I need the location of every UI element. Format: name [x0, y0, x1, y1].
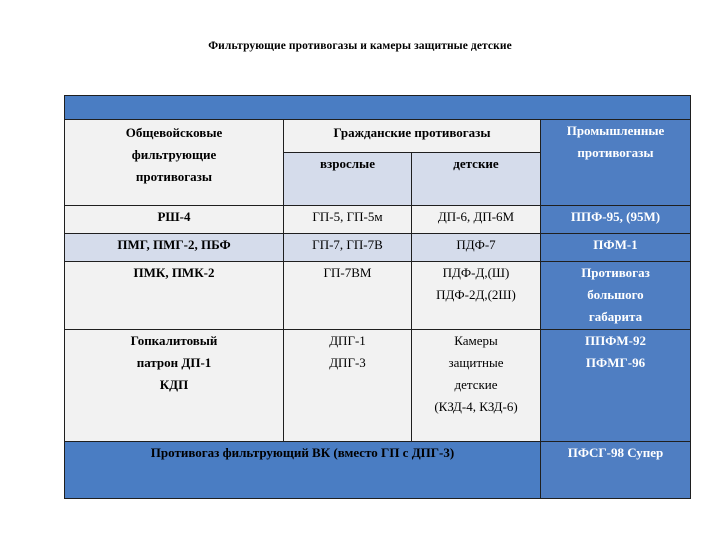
cell-industrial-line: Противогаз: [581, 265, 650, 280]
header-industrial-line: Промышленные: [566, 123, 665, 138]
cell-adult-line: ДПГ-1: [329, 333, 366, 348]
gas-mask-table: [64, 95, 691, 499]
cell-industrial: ППФ-95, (95М): [541, 206, 691, 234]
cell-child-line: защитные: [448, 355, 504, 370]
header-military: [65, 120, 284, 206]
top-band-cell: [65, 96, 691, 120]
cell-child-line: Камеры: [454, 333, 498, 348]
cell-child: ДП-6, ДП-6М: [412, 206, 541, 234]
cell-child-line: детские: [454, 377, 498, 392]
cell-military: ПМК, ПМК-2: [65, 262, 284, 330]
cell-adult: ГП-5, ГП-5м: [284, 206, 412, 234]
header-industrial: [541, 120, 691, 206]
header-adult: взрослые: [284, 153, 412, 206]
table-row: [65, 206, 691, 234]
cell-industrial: ПФМ-1: [541, 234, 691, 262]
cell-industrial: [541, 262, 691, 330]
cell-military-line: КДП: [159, 377, 189, 392]
header-industrial-line: противогазы: [577, 145, 654, 160]
footer-right: ПФСГ-98 Супер: [541, 442, 691, 499]
cell-industrial: [541, 330, 691, 442]
cell-industrial-line: большого: [587, 287, 644, 302]
table-footer-row: [65, 442, 691, 499]
header-row-1: [65, 120, 691, 153]
cell-adult: [284, 330, 412, 442]
cell-child: [412, 262, 541, 330]
cell-military: [65, 330, 284, 442]
cell-child-line: ПДФ-Д,(Ш): [442, 265, 510, 280]
cell-child: ПДФ-7: [412, 234, 541, 262]
table-row: [65, 330, 691, 442]
table-row: [65, 262, 691, 330]
page-title: Фильтрующие противогазы и камеры защитные детские: [208, 40, 512, 52]
header-civil: Гражданские противогазы: [284, 120, 541, 153]
cell-industrial-line: ПФМГ-96: [585, 355, 646, 370]
cell-child: [412, 330, 541, 442]
cell-adult: ГП-7ВМ: [284, 262, 412, 330]
header-military-line: противогазы: [135, 169, 213, 184]
cell-adult: ГП-7, ГП-7В: [284, 234, 412, 262]
footer-left: Противогаз фильтрующий ВК (вместо ГП с ДПГ-3): [65, 442, 541, 499]
cell-military: РШ-4: [65, 206, 284, 234]
cell-industrial-line: ППФМ-92: [585, 333, 646, 348]
cell-industrial-line: габарита: [588, 309, 643, 324]
cell-military: ПМГ, ПМГ-2, ПБФ: [65, 234, 284, 262]
table-top-band: [65, 96, 691, 120]
table-row: [65, 234, 691, 262]
cell-child-line: ПДФ-2Д,(2Ш): [436, 287, 516, 302]
cell-child-line: (КЗД-4, КЗД-6): [434, 399, 518, 414]
header-military-line: Общевойсковые: [125, 125, 223, 140]
cell-adult-line: ДПГ-3: [329, 355, 366, 370]
cell-military-line: Гопкалитовый: [130, 333, 218, 348]
header-military-line: фильтрующие: [131, 147, 217, 162]
header-child: детские: [412, 153, 541, 206]
cell-military-line: патрон ДП-1: [136, 355, 212, 370]
